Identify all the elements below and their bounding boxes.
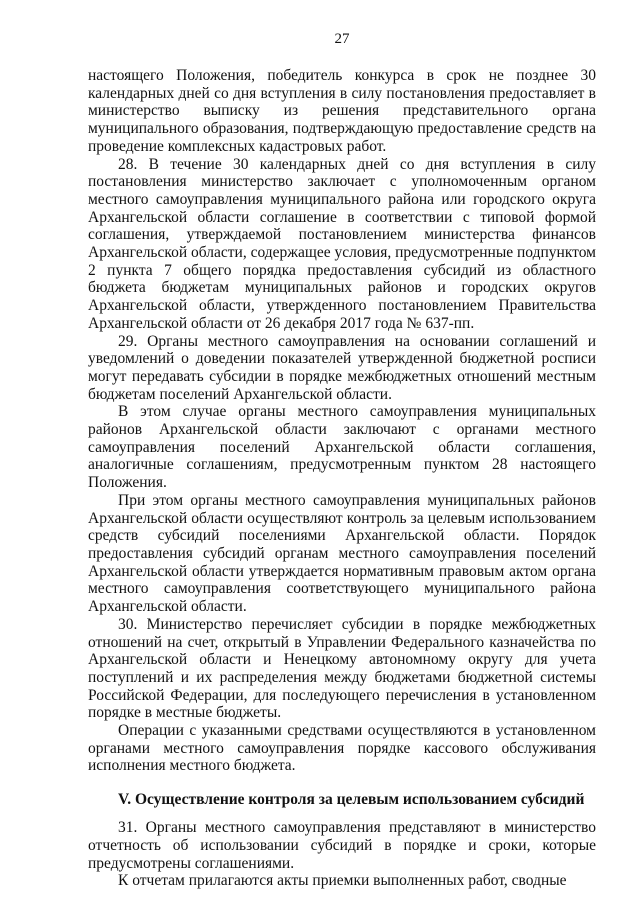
paragraph-control: При этом органы местного самоуправления муниципальных районов Архангельской области осуществляют контроль за целевым использованием средств субсидий поселениями Архангельской области. Порядок предоставления субсидий органам местного самоуправления поселений Архангельской области утверждается нормативным правовым актом органа местного самоуправления соответствующего муниципального района Архангельской области. <box>88 491 596 616</box>
section-heading: V. Осуществление контроля за целевым использованием субсидий <box>118 791 585 809</box>
paragraph-item-29: 29. Органы местного самоуправления на основании соглашений и уведомлений о доведении показателей утвержденной бюджетной росписи могут передавать субсидии в порядке межбюджетных отношений местным бюджетам поселений Архангельской области. <box>88 332 596 403</box>
paragraph-reports: К отчетам прилагаются акты приемки выполненных работ, сводные <box>118 872 567 890</box>
paragraph-continuation: настоящего Положения, победитель конкурса в срок не позднее 30 календарных дней со дня вступления в силу постановления предоставляет в министерство выписку из решения представительного органа муниципального образования, подтверждающую предоставление средств на проведение комплексных кадастровых работ. <box>88 67 596 155</box>
paragraph-item-31: 31. Органы местного самоуправления представляют в министерство отчетность об использовании субсидий в порядке и сроки, которые предусмотрены соглашениями. <box>88 819 596 872</box>
document-page <box>88 30 596 890</box>
paragraph-item-28: 28. В течение 30 календарных дней со дня вступления в силу постановления министерство заключает с уполномоченным органом местного самоуправления муниципального района или городского округа Архангельской области соглашение в соответствии с типовой формой соглашения, утверждаемой постановлением министерства финансов Архангельской области, содержащее условия, предусмотренные подпунктом 2 пункта 7 общего порядка предоставления субсидий из областного бюджета бюджетам муниципальных районов и городских округов Архангельской области, утвержденного постановлением Правительства Архангельской области от 26 декабря 2017 года № 637-пп. <box>88 155 596 332</box>
paragraph-operations: Операции с указанными средствами осуществляются в установленном органами местного самоуправления порядке кассового обслуживания исполнения местного бюджета. <box>88 722 596 775</box>
paragraph-agreements: В этом случае органы местного самоуправления муниципальных районов Архангельской области заключают с органами местного самоуправления поселений Архангельской области соглашения, аналогичные соглашениям, предусмотренным пунктом 28 настоящего Положения. <box>88 403 596 492</box>
paragraph-item-30: 30. Министерство перечисляет субсидии в порядке межбюджетных отношений на счет, открытый в Управлении Федерального казначейства по Архангельской области и Ненецкому автономному округу для учета поступлений и их распределения между бюджетами бюджетной системы Российской Федерации, для последующего перечисления в установленном порядке в местные бюджеты. <box>88 615 596 722</box>
page-number: 27 <box>334 31 350 47</box>
